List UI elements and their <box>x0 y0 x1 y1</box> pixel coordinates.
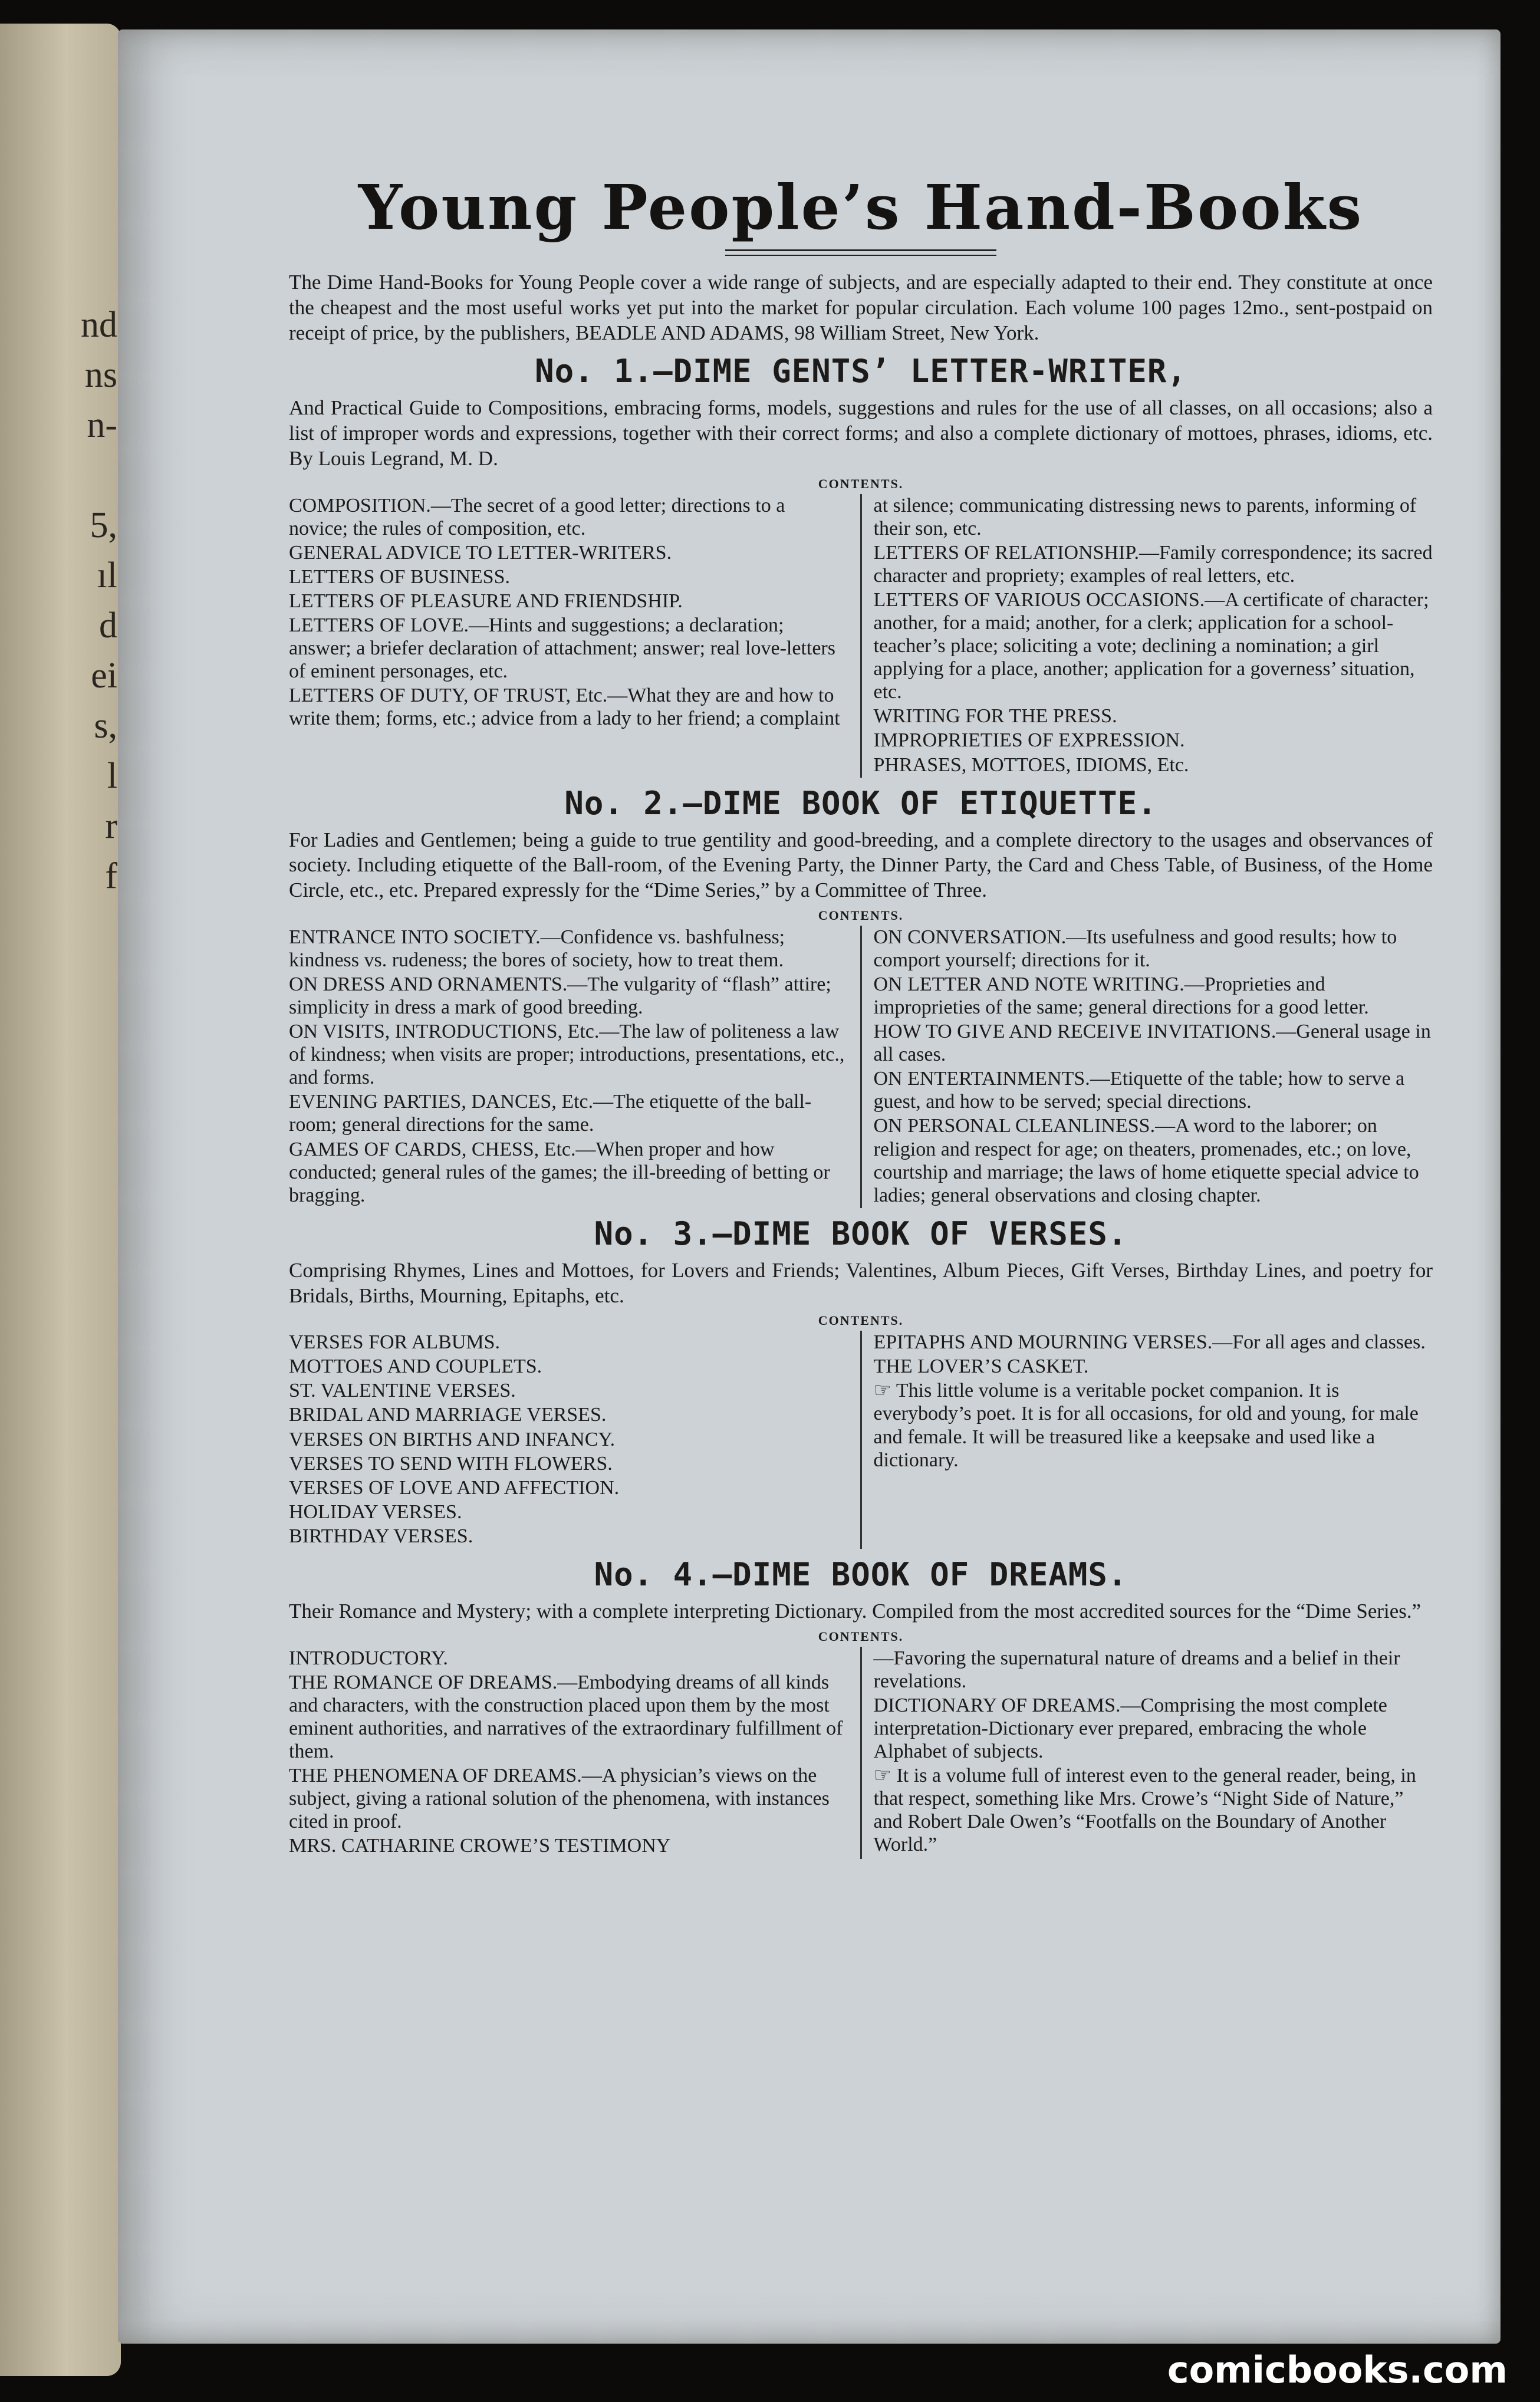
contents-columns <box>289 1647 1433 1859</box>
contents-entry: BIRTHDAY VERSES. <box>289 1525 473 1547</box>
contents-entry: LETTERS OF BUSINESS. <box>289 565 510 588</box>
contents-entry: ON PERSONAL CLEANLINESS.—A word to the laborer; on religion and respect for age; on theaters, promenades, etc.; on love, courtship and marriage; the laws of home etiquette special advice to ladies; general observations and closing chapter. <box>873 1115 1419 1206</box>
contents-entry: ENTRANCE INTO SOCIETY.—Confidence vs. bashfulness; kindness vs. rudeness; the bores of society, how to treat them. <box>289 926 785 971</box>
left-page-fragment: r <box>105 806 117 846</box>
contents-entry: THE PHENOMENA OF DREAMS.—A physician’s views on the subject, giving a rational solution of the phenomena, with instances cited in proof. <box>289 1765 830 1833</box>
contents-column-right <box>862 1647 1433 1859</box>
contents-columns <box>289 926 1433 1208</box>
book-section <box>289 1215 1433 1549</box>
contents-entry: ON CONVERSATION.—Its usefulness and good results; how to comport yourself; directions for it. <box>873 926 1397 971</box>
left-page-fragment: l <box>107 756 117 796</box>
contents-entry: GAMES OF CARDS, CHESS, Etc.—When proper and how conducted; general rules of the games; the ill-breeding of betting or bragging. <box>289 1138 830 1206</box>
left-page-fragment: f <box>105 856 117 896</box>
watermark: comicbooks.com <box>1167 2348 1508 2391</box>
page-content <box>289 171 1433 1859</box>
left-page-edge <box>0 24 121 2376</box>
contents-entry: ON VISITS, INTRODUCTIONS, Etc.—The law of politeness a law of kindness; when visits are proper; introductions, presentations, etc., and forms. <box>289 1021 845 1089</box>
contents-entry: at silence; communicating distressing news to parents, informing of their son, etc. <box>873 494 1417 539</box>
section-heading: No. 2.—DIME BOOK OF ETIQUETTE. <box>564 784 1157 822</box>
contents-entry: VERSES ON BIRTHS AND INFANCY. <box>289 1428 616 1450</box>
contents-entry: VERSES FOR ALBUMS. <box>289 1331 501 1354</box>
contents-entry: ST. VALENTINE VERSES. <box>289 1380 516 1402</box>
contents-column-left <box>289 1331 862 1549</box>
contents-entry: LETTERS OF DUTY, OF TRUST, Etc.—What they are and how to write them; forms, etc.; advice from a lady to her friend; a complaint <box>289 685 840 730</box>
contents-entry: LETTERS OF RELATIONSHIP.—Family correspondence; its sacred character and propriety; examples of real letters, etc. <box>873 541 1433 587</box>
contents-entry: COMPOSITION.—The secret of a good letter; directions to a novice; the rules of composition, etc. <box>289 494 785 539</box>
contents-entry: LETTERS OF VARIOUS OCCASIONS.—A certificate of character; another, for a maid; another, for a clerk; application for a school-teacher’s place; soliciting a vote; declining a nomination; a girl applying for a place, another; application for a governess’ situation, etc. <box>873 588 1429 703</box>
left-page-fragment: ns <box>84 355 117 395</box>
page-title: Young People’s Hand-Books <box>358 171 1364 244</box>
contents-entry: ☞ It is a volume full of interest even to the general reader, being, in that respect, something like Mrs. Crowe’s “Night Side of Nature,” and Robert Dale Owen’s “Footfalls on the Boundary of Another World.” <box>873 1765 1416 1856</box>
contents-entry: HOLIDAY VERSES. <box>289 1501 462 1523</box>
contents-column-right <box>862 926 1433 1208</box>
contents-column-right <box>862 1331 1433 1549</box>
section-description: Comprising Rhymes, Lines and Mottoes, for Lovers and Friends; Valentines, Album Pieces, Gift Verses, Birthday Lines, and poetry for Bridals, Births, Mourning, Epitaphs, etc. <box>289 1258 1433 1307</box>
contents-entry: VERSES TO SEND WITH FLOWERS. <box>289 1452 613 1475</box>
section-description: And Practical Guide to Compositions, embracing forms, models, suggestions and rules for the use of all classes, on all occasions; also a list of improper words and expressions, together with their correct forms; and also a complete dictionary of mottoes, phrases, idioms, etc. By Louis Legrand, M. D. <box>289 396 1433 470</box>
sections-container <box>289 353 1433 1858</box>
left-page-fragment: ei <box>91 656 117 696</box>
contents-entry: ☞ This little volume is a veritable pocket companion. It is everybody’s poet. It is for all occasions, for old and young, for male and female. It will be treasured like a keepsake and used like a dictionary. <box>873 1380 1419 1471</box>
contents-entry: ON DRESS AND ORNAMENTS.—The vulgarity of “flash” attire; simplicity in dress a mark of good breeding. <box>289 973 831 1018</box>
contents-entry: VERSES OF LOVE AND AFFECTION. <box>289 1476 620 1499</box>
contents-entry: LETTERS OF PLEASURE AND FRIENDSHIP. <box>289 590 683 612</box>
contents-entry: PHRASES, MOTTOES, IDIOMS, Etc. <box>873 753 1189 776</box>
contents-columns <box>289 494 1433 778</box>
contents-entry: —Favoring the supernatural nature of dreams and a belief in their revelations. <box>873 1647 1400 1692</box>
section-heading: No. 1.—DIME GENTS’ LETTER-WRITER, <box>535 353 1187 390</box>
left-page-fragment: d <box>99 606 117 646</box>
intro-paragraph: The Dime Hand-Books for Young People cover a wide range of subjects, and are especially adapted to their end. They constitute at once the cheapest and the most useful works yet put into the market for popular circulation. Each volume 100 pages 12mo., sent-postpaid on receipt of price, by the publishers, BEADLE AND ADAMS, 98 William Street, New York. <box>289 271 1433 344</box>
book-section <box>289 785 1433 1208</box>
contents-entry: IMPROPRIETIES OF EXPRESSION. <box>873 729 1185 752</box>
section-description: Their Romance and Mystery; with a complete interpreting Dictionary. Compiled from the most accredited sources for the “Dime Series.” <box>289 1600 1421 1623</box>
left-page-fragment: nd <box>81 305 117 345</box>
contents-entry: EPITAPHS AND MOURNING VERSES.—For all ages and classes. <box>873 1331 1426 1354</box>
contents-entry: WRITING FOR THE PRESS. <box>873 705 1117 728</box>
book-page <box>118 29 1500 2344</box>
contents-column-left <box>289 1647 862 1859</box>
contents-label: CONTENTS. <box>818 1313 904 1328</box>
contents-entry: MRS. CATHARINE CROWE’S TESTIMONY <box>289 1835 671 1857</box>
left-page-fragment: 5, <box>90 505 117 545</box>
contents-label: CONTENTS. <box>818 476 904 491</box>
contents-entry: THE LOVER’S CASKET. <box>873 1355 1089 1378</box>
contents-entry: HOW TO GIVE AND RECEIVE INVITATIONS.—General usage in all cases. <box>873 1021 1431 1066</box>
contents-entry: THE ROMANCE OF DREAMS.—Embodying dreams of all kinds and characters, with the construction placed upon them by the most eminent authorities, and narratives of the extraordinary fulfillment of them. <box>289 1671 843 1763</box>
contents-entry: ON ENTERTAINMENTS.—Etiquette of the table; how to serve a guest, and how to be served; special directions. <box>873 1068 1405 1113</box>
section-description: For Ladies and Gentlemen; being a guide to true gentility and good-breeding, and a complete directory to the usages and observances of society. Including etiquette of the Ball-room, of the Evening Party, the Dinner Party, the Card and Chess Table, of Business, of the Home Circle, etc., etc. Prepared expressly for the “Dime Series,” by a Committee of Three. <box>289 828 1433 902</box>
left-page-fragment: s, <box>94 706 117 746</box>
contents-label: CONTENTS. <box>818 907 904 923</box>
left-page-fragment: ıl <box>97 555 117 595</box>
contents-column-right <box>862 494 1433 778</box>
contents-entry: EVENING PARTIES, DANCES, Etc.—The etiquette of the ball-room; general directions for the same. <box>289 1091 812 1136</box>
contents-entry: INTRODUCTORY. <box>289 1647 448 1669</box>
section-heading: No. 3.—DIME BOOK OF VERSES. <box>594 1215 1128 1252</box>
section-heading: No. 4.—DIME BOOK OF DREAMS. <box>594 1556 1128 1594</box>
title-rule <box>725 249 996 256</box>
left-page-fragment: n- <box>87 405 117 445</box>
contents-entry: LETTERS OF LOVE.—Hints and suggestions; a declaration; answer; a briefer declaration of attachment; answer; real love-letters of eminent personages, etc. <box>289 614 835 683</box>
contents-column-left <box>289 494 862 778</box>
contents-entry: ON LETTER AND NOTE WRITING.—Proprieties and improprieties of the same; general directions for a good letter. <box>873 973 1369 1018</box>
contents-entry: GENERAL ADVICE TO LETTER-WRITERS. <box>289 541 672 564</box>
book-section <box>289 353 1433 777</box>
contents-entry: BRIDAL AND MARRIAGE VERSES. <box>289 1404 607 1426</box>
contents-entry: DICTIONARY OF DREAMS.—Comprising the most complete interpretation-Dictionary ever prepared, embracing the whole Alphabet of subjects. <box>873 1694 1387 1763</box>
contents-label: CONTENTS. <box>818 1628 904 1644</box>
contents-columns <box>289 1331 1433 1549</box>
book-section <box>289 1556 1433 1859</box>
contents-entry: MOTTOES AND COUPLETS. <box>289 1355 542 1378</box>
contents-column-left <box>289 926 862 1208</box>
